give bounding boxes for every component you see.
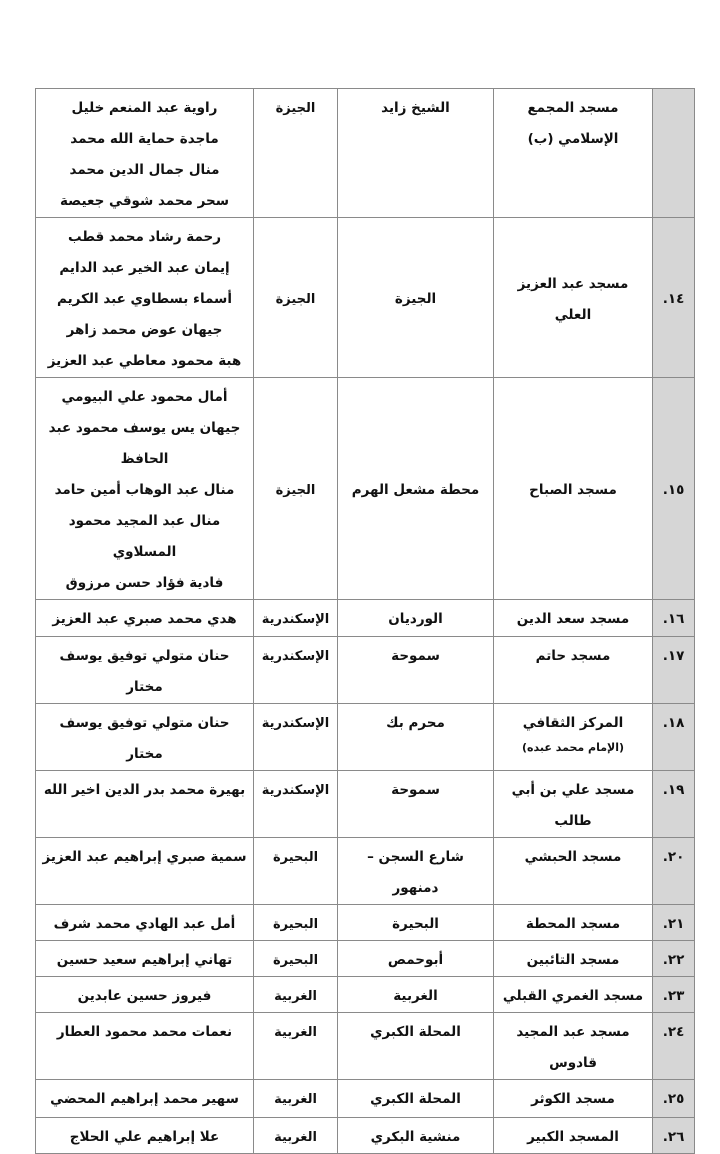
mosque-cell <box>494 1080 653 1118</box>
area-cell <box>338 977 494 1013</box>
row-number: ١٥. <box>662 482 685 498</box>
mosque-cell <box>494 838 653 905</box>
governorate-cell <box>254 1013 338 1080</box>
governorate-name: الإسكندرية <box>261 716 330 731</box>
area-cell <box>338 1013 494 1080</box>
person-name: نعمات محمد محمود العطار <box>56 1024 233 1040</box>
person-name: جيهان عوض محمد زاهر <box>66 322 223 338</box>
mosque-name: مسجد حاتم <box>535 648 611 664</box>
row-number: ٢١. <box>662 916 685 932</box>
person-name: منال عبد الوهاب أمين حامد <box>54 482 235 498</box>
names-cell <box>36 1080 254 1118</box>
person-name: بهيرة محمد بدر الدين اخير الله <box>43 782 246 798</box>
area-cell <box>338 218 494 378</box>
mosque-cell <box>494 771 653 838</box>
row-number-cell <box>653 600 695 637</box>
area-name: الورديان <box>388 611 443 627</box>
mosque-name: مسجد الكوثر <box>531 1091 615 1107</box>
row-number: ٢٦. <box>662 1129 685 1145</box>
governorate-cell <box>254 977 338 1013</box>
table-row <box>36 771 695 838</box>
governorate-name: الجيزة <box>275 292 316 307</box>
person-name: سهير محمد إبراهيم المحضي <box>50 1091 239 1107</box>
names-cell <box>36 1118 254 1154</box>
row-number: ١٧. <box>662 648 685 664</box>
area-name: الشيخ زايد <box>381 100 450 116</box>
area-name: محطة مشعل الهرم <box>351 482 480 498</box>
area-name: الغربية <box>393 988 438 1004</box>
area-name: المحلة الكبري <box>370 1091 461 1107</box>
mosque-subtitle: (الإمام محمد عبده) <box>522 741 624 754</box>
governorate-cell <box>254 838 338 905</box>
mosque-name: قادوس <box>549 1055 597 1071</box>
person-name: هبة محمود معاطي عبد العزيز <box>47 353 242 369</box>
person-name: منال عبد المجيد محمود المسلاوي <box>68 513 221 560</box>
mosque-cell <box>494 977 653 1013</box>
governorate-cell <box>254 771 338 838</box>
area-name: سموحة <box>391 648 440 664</box>
mosque-name: مسجد الصباح <box>529 482 617 498</box>
governorate-name: الغربية <box>274 1092 317 1107</box>
person-name: إيمان عبد الخير عبد الدايم <box>59 260 230 276</box>
names-cell <box>36 600 254 637</box>
person-name: علا إبراهيم علي الحلاج <box>69 1129 220 1145</box>
row-number-cell <box>653 637 695 704</box>
row-number: ٢٤. <box>662 1024 685 1040</box>
row-number: ١٨. <box>662 715 685 731</box>
row-number: ٢٣. <box>662 988 685 1004</box>
governorate-name: الجيزة <box>275 483 316 498</box>
area-cell <box>338 771 494 838</box>
row-number: ٢٥. <box>662 1091 685 1107</box>
row-number-cell <box>653 771 695 838</box>
governorate-cell <box>254 378 338 600</box>
row-number-cell <box>653 704 695 771</box>
governorate-name: الإسكندرية <box>261 612 330 627</box>
area-cell <box>338 89 494 218</box>
governorate-name: الغربية <box>274 1025 317 1040</box>
mosque-cell <box>494 637 653 704</box>
mosque-name: مسجد التائبين <box>526 952 620 968</box>
area-name: المحلة الكبري <box>370 1024 461 1040</box>
person-name: راوية عبد المنعم خليل <box>71 100 218 116</box>
names-cell <box>36 771 254 838</box>
table-row <box>36 838 695 905</box>
area-cell <box>338 378 494 600</box>
mosque-cell <box>494 704 653 771</box>
governorate-name: البحيرة <box>272 850 319 865</box>
table-row <box>36 1118 695 1154</box>
row-number: ٢٠. <box>662 849 685 865</box>
governorate-cell <box>254 1118 338 1154</box>
area-name: سموحة <box>391 782 440 798</box>
mosque-name: المركز الثقافي <box>522 715 624 731</box>
person-name: أمال محمود علي البيومي <box>61 389 228 405</box>
mosque-name: مسجد المحطة <box>525 916 621 932</box>
mosque-name: مسجد الحبشي <box>524 849 622 865</box>
area-cell <box>338 905 494 941</box>
person-name: جيهان يس يوسف محمود عبد الحافظ <box>48 420 241 467</box>
person-name: تهاني إبراهيم سعيد حسين <box>56 952 233 968</box>
mosque-name: مسجد سعد الدين <box>516 611 630 627</box>
governorate-cell <box>254 941 338 977</box>
area-name: محرم بك <box>386 715 445 731</box>
names-cell <box>36 1013 254 1080</box>
row-number: ١٦. <box>662 611 685 627</box>
row-number: ١٤. <box>662 291 685 307</box>
table-row <box>36 977 695 1013</box>
person-name: سمية صبري إبراهيم عبد العزيز <box>42 849 247 865</box>
mosque-name: مسجد علي بن أبي <box>511 782 635 798</box>
table-row <box>36 704 695 771</box>
area-cell <box>338 704 494 771</box>
person-name: حنان متولي توفيق يوسف مختار <box>59 715 230 762</box>
governorate-cell <box>254 905 338 941</box>
names-cell <box>36 637 254 704</box>
mosque-cell <box>494 600 653 637</box>
table-row <box>36 89 695 218</box>
row-number-cell <box>653 1080 695 1118</box>
governorate-name: الإسكندرية <box>261 649 330 664</box>
mosque-name: الإسلامي (ب) <box>527 131 619 147</box>
names-cell <box>36 378 254 600</box>
mosque-name: مسجد المجمع <box>527 100 619 116</box>
governorate-name: الإسكندرية <box>261 783 330 798</box>
mosque-cell <box>494 378 653 600</box>
mosque-cell <box>494 218 653 378</box>
person-name: حنان متولي توفيق يوسف مختار <box>59 648 230 695</box>
table-row <box>36 600 695 637</box>
governorate-cell <box>254 600 338 637</box>
mosque-cell <box>494 1013 653 1080</box>
person-name: رحمة رشاد محمد قطب <box>67 229 222 245</box>
mosque-name: مسجد عبد العزيز العلي <box>517 275 629 323</box>
governorate-cell <box>254 704 338 771</box>
area-cell <box>338 838 494 905</box>
row-number-cell <box>653 941 695 977</box>
governorate-cell <box>254 637 338 704</box>
row-number-cell <box>653 905 695 941</box>
mosque-cell <box>494 89 653 218</box>
area-name: شارع السجن – دمنهور <box>367 849 464 896</box>
row-number-cell <box>653 218 695 378</box>
mosque-name: مسجد عبد المجيد <box>516 1024 630 1040</box>
area-cell <box>338 941 494 977</box>
table-row <box>36 905 695 941</box>
person-name: أمل عبد الهادي محمد شرف <box>53 916 236 932</box>
row-number-cell <box>653 378 695 600</box>
table-row <box>36 218 695 378</box>
mosque-name: مسجد الغمري القبلي <box>502 988 644 1004</box>
governorate-name: الغربية <box>274 1130 317 1145</box>
area-name: منشية البكري <box>370 1129 461 1145</box>
mosque-cell <box>494 1118 653 1154</box>
area-cell <box>338 600 494 637</box>
area-name: البحيرة <box>392 916 439 932</box>
area-cell <box>338 1118 494 1154</box>
row-number-cell <box>653 89 695 218</box>
names-cell <box>36 977 254 1013</box>
mosque-cell <box>494 941 653 977</box>
person-name: منال جمال الدين محمد <box>69 162 220 178</box>
mosque-name: طالب <box>554 813 592 829</box>
names-cell <box>36 218 254 378</box>
area-cell <box>338 637 494 704</box>
person-name: ماجدة حماية الله محمد <box>70 131 219 147</box>
names-cell <box>36 89 254 218</box>
table-row <box>36 1013 695 1080</box>
row-number: ٢٢. <box>662 952 685 968</box>
names-cell <box>36 941 254 977</box>
governorate-cell <box>254 89 338 218</box>
mosque-assignments-table <box>35 88 695 1154</box>
person-name: فادية فؤاد حسن مرزوق <box>65 575 224 591</box>
table-body <box>36 89 695 1154</box>
row-number-cell <box>653 838 695 905</box>
row-number-cell <box>653 1013 695 1080</box>
mosque-cell <box>494 905 653 941</box>
governorate-cell <box>254 218 338 378</box>
area-cell <box>338 1080 494 1118</box>
table-row <box>36 378 695 600</box>
row-number: ١٩. <box>662 782 685 798</box>
person-name: هدي محمد صبري عبد العزيز <box>52 611 237 627</box>
mosque-name: المسجد الكبير <box>527 1129 619 1145</box>
row-number-cell <box>653 977 695 1013</box>
person-name: أسماء بسطاوي عبد الكريم <box>57 291 232 307</box>
person-name: سحر محمد شوقي جعيصة <box>59 193 230 209</box>
governorate-name: الجيزة <box>275 101 316 116</box>
governorate-name: الغربية <box>274 989 317 1004</box>
table-row <box>36 637 695 704</box>
names-cell <box>36 838 254 905</box>
area-name: أبوحمص <box>387 952 444 968</box>
row-number-cell <box>653 1118 695 1154</box>
area-name: الجيزة <box>394 291 437 307</box>
governorate-name: البحيرة <box>272 917 319 932</box>
table-row <box>36 1080 695 1118</box>
person-name: فيروز حسين عابدين <box>77 988 212 1004</box>
governorate-name: البحيرة <box>272 953 319 968</box>
governorate-cell <box>254 1080 338 1118</box>
names-cell <box>36 905 254 941</box>
table-row <box>36 941 695 977</box>
names-cell <box>36 704 254 771</box>
